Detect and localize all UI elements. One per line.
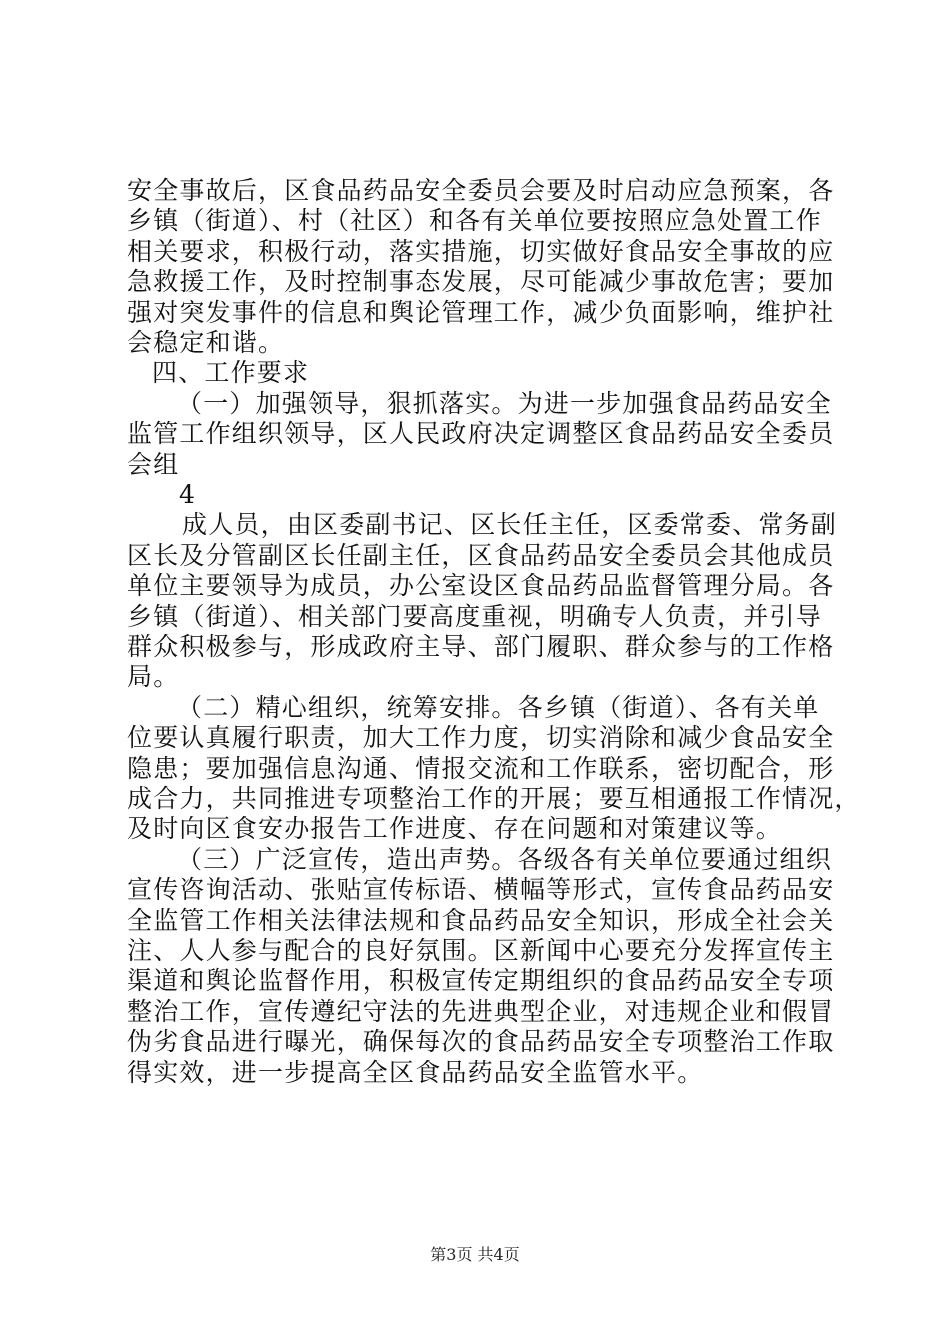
body-text-line: 单位主要领导为成员，办公室设区食品药品监督管理分局。各 (127, 571, 835, 601)
body-text-line: 整治工作，宣传遵纪守法的先进典型企业，对违规企业和假冒 (127, 996, 835, 1026)
body-text-line: 群众积极参与，形成政府主导、部门履职、群众参与的工作格 (127, 632, 835, 661)
body-text-line: 局。 (127, 662, 180, 692)
body-text-line: 乡镇（街道）、村（社区）和各有关单位要按照应急处置工作 (127, 206, 822, 236)
body-text-line: （二）精心组织，统筹安排。各乡镇（街道）、各有关单 (177, 692, 820, 722)
body-text-line: 会稳定和谐。 (127, 328, 285, 357)
body-text-line: 强对突发事件的信息和舆论管理工作，减少负面影响，维护社 (127, 297, 835, 327)
body-text-line: 伪劣食品进行曝光，确保每次的食品药品安全专项整治工作取 (127, 1027, 835, 1057)
page-footer: 第3页 共4页 (430, 1245, 520, 1264)
body-text-line: 乡镇（街道）、相关部门要高度重视，明确专人负责，并引导 (127, 601, 822, 631)
body-text-line: （三）广泛宣传，造出声势。各级各有关单位要通过组织 (177, 844, 833, 874)
body-text-line: 成合力，共同推进专项整治工作的开展；要互相通报工作情况， (127, 784, 861, 813)
body-text-line: 相关要求，积极行动，落实措施，切实做好食品安全事故的应 (127, 236, 835, 266)
body-text-line: 区长及分管副区长任副主任，区食品药品安全委员会其他成员 (127, 540, 835, 570)
body-text-line: 隐患；要加强信息沟通、情报交流和工作联系，密切配合，形 (127, 753, 835, 783)
body-text-line: 及时向区食安办报告工作进度、存在问题和对策建议等。 (127, 814, 783, 844)
body-text-line: 渠道和舆论监督作用，积极宣传定期组织的食品药品安全专项 (127, 966, 835, 996)
body-text-line: 监管工作组织领导，区人民政府决定调整区食品药品安全委员 (127, 419, 835, 449)
body-text-line: （一）加强领导，狠抓落实。为进一步加强食品药品安全 (177, 388, 833, 418)
body-text-line: 得实效，进一步提高全区食品药品安全监管水平。 (127, 1057, 704, 1087)
body-text-line: 注、人人参与配合的良好氛围。区新闻中心要充分发挥宣传主 (127, 936, 835, 965)
body-text-line: 会组 (127, 449, 180, 479)
inline-page-number: 4 (179, 480, 195, 509)
body-text-line: 位要认真履行职责，加大工作力度，切实消除和减少食品安全 (127, 723, 835, 753)
body-text-line: 成人员，由区委副书记、区长任主任，区委常委、常务副 (182, 510, 838, 540)
section-heading: 四、工作要求 (152, 358, 310, 388)
body-text-line: 全监管工作相关法律法规和食品药品安全知识，形成全社会关 (127, 905, 835, 935)
body-text-line: 宣传咨询活动、张贴宣传标语、横幅等形式，宣传食品药品安 (127, 875, 835, 905)
body-text-line: 安全事故后，区食品药品安全委员会要及时启动应急预案，各 (127, 176, 835, 205)
body-text-line: 急救援工作，及时控制事态发展，尽可能减少事故危害；要加 (127, 267, 835, 297)
